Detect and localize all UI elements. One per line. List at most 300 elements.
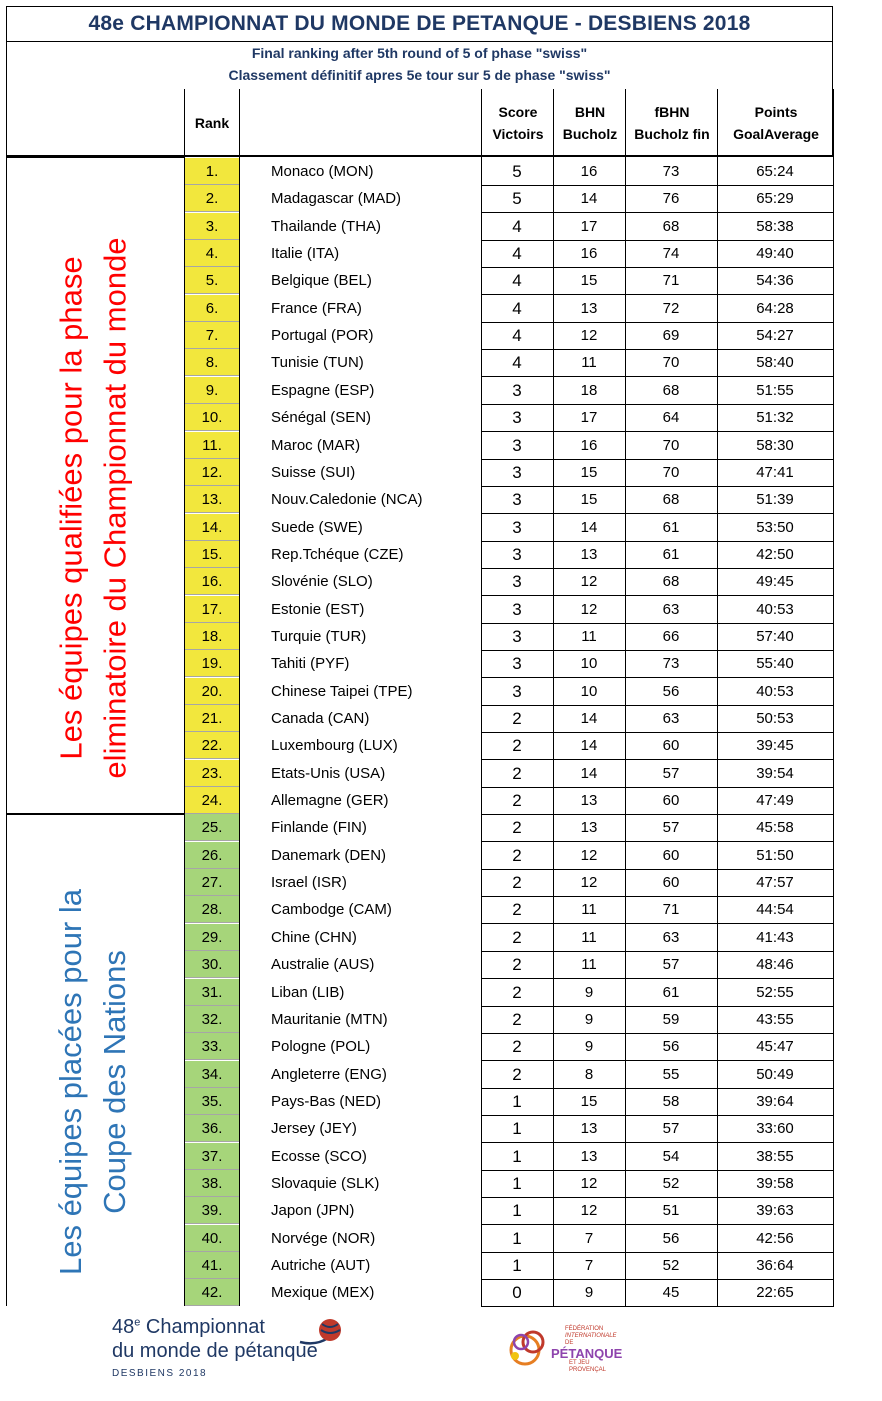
- bhn-cell: 14: [580, 190, 598, 207]
- bhn-cell: 12: [580, 1202, 598, 1219]
- rank-cell: 19.: [185, 650, 239, 677]
- bhn-cell: 13: [580, 819, 598, 836]
- fbhn-cell: 57: [662, 1120, 680, 1137]
- table-row: [0, 705, 882, 732]
- team-cell: Madagascar (MAD): [271, 190, 402, 207]
- fipjp-line2: INTERNATIONALE: [565, 1333, 617, 1339]
- fbhn-cell: 54: [662, 1148, 680, 1165]
- fbhn-cell: 56: [662, 683, 680, 700]
- team-cell: Thailande (THA): [271, 218, 382, 235]
- table-row: [0, 1006, 882, 1033]
- score-cell: 1: [512, 1200, 522, 1220]
- rank-cell: 31.: [185, 979, 239, 1006]
- points-cell: 65:24: [756, 163, 794, 180]
- table-row: [0, 432, 882, 459]
- table-row: [0, 814, 882, 841]
- team-cell: Pologne (POL): [271, 1038, 371, 1055]
- points-cell: 39:64: [756, 1093, 794, 1110]
- bhn-cell: 7: [584, 1257, 594, 1274]
- points-cell: 44:54: [756, 901, 794, 918]
- team-cell: Mauritanie (MTN): [271, 1011, 388, 1028]
- score-cell: 2: [512, 954, 522, 974]
- rank-cell: 37.: [185, 1143, 239, 1170]
- fbhn-cell: 57: [662, 956, 680, 973]
- table-row: [0, 213, 882, 240]
- team-cell: Rep.Tchéque (CZE): [271, 546, 404, 563]
- table-row: [0, 185, 882, 212]
- fbhn-cell: 59: [662, 1011, 680, 1028]
- table-row: [0, 1197, 882, 1224]
- score-cell: 2: [512, 790, 522, 810]
- score-cell: 2: [512, 899, 522, 919]
- score-cell: 3: [512, 571, 522, 591]
- table-row: [0, 486, 882, 513]
- rank-cell: 17.: [185, 596, 239, 623]
- bhn-cell: 12: [580, 601, 598, 618]
- team-cell: Chinese Taipei (TPE): [271, 683, 413, 700]
- score-cell: 4: [512, 352, 522, 372]
- table-row: [0, 842, 882, 869]
- fbhn-cell: 56: [662, 1230, 680, 1247]
- score-cell: 3: [512, 599, 522, 619]
- score-cell: 1: [512, 1255, 522, 1275]
- score-cell: 1: [512, 1118, 522, 1138]
- score-cell: 3: [512, 462, 522, 482]
- fbhn-cell: 52: [662, 1257, 680, 1274]
- fbhn-cell: 73: [662, 655, 680, 672]
- team-cell: Italie (ITA): [271, 245, 340, 262]
- score-cell: 2: [512, 817, 522, 837]
- rank-cell: 42.: [185, 1279, 239, 1306]
- score-cell: 3: [512, 626, 522, 646]
- subtitle-english: Final ranking after 5th round of 5 of phase "swiss": [251, 45, 588, 61]
- table-row: [0, 404, 882, 431]
- boule-icon: [298, 1316, 344, 1346]
- fbhn-cell: 60: [662, 874, 680, 891]
- table-row: [0, 1225, 882, 1252]
- fipjp-line5: ET JEU: [569, 1360, 590, 1366]
- points-cell: 51:39: [756, 491, 794, 508]
- row-divider: [481, 1306, 834, 1307]
- score-cell: 3: [512, 435, 522, 455]
- table-row: [0, 951, 882, 978]
- bhn-cell: 11: [581, 354, 597, 371]
- rank-cell: 2.: [185, 185, 239, 212]
- score-cell: 3: [512, 380, 522, 400]
- team-cell: Japon (JPN): [271, 1202, 355, 1219]
- points-cell: 51:50: [756, 847, 794, 864]
- points-cell: 51:32: [756, 409, 794, 426]
- federation-logo: [503, 1322, 623, 1378]
- points-cell: 47:57: [756, 874, 794, 891]
- bhn-cell: 17: [580, 218, 598, 235]
- rank-cell: 9.: [185, 377, 239, 404]
- fbhn-cell: 72: [662, 300, 680, 317]
- fbhn-cell: 63: [662, 710, 680, 727]
- header-bhn-line2: Bucholz: [562, 126, 618, 142]
- team-cell: Estonie (EST): [271, 601, 365, 618]
- points-cell: 55:40: [756, 655, 794, 672]
- bhn-cell: 15: [580, 464, 598, 481]
- points-cell: 42:56: [756, 1230, 794, 1247]
- table-row: [0, 295, 882, 322]
- fipjp-line6: PROVENÇAL: [569, 1367, 607, 1373]
- team-cell: Finlande (FIN): [271, 819, 367, 836]
- team-cell: Turquie (TUR): [271, 628, 367, 645]
- rank-cell: 34.: [185, 1061, 239, 1088]
- points-cell: 50:53: [756, 710, 794, 727]
- team-cell: Norvége (NOR): [271, 1230, 376, 1247]
- points-cell: 52:55: [756, 984, 794, 1001]
- score-cell: 3: [512, 681, 522, 701]
- score-cell: 3: [512, 544, 522, 564]
- bhn-cell: 11: [581, 956, 597, 973]
- table-row: [0, 787, 882, 814]
- team-cell: Suisse (SUI): [271, 464, 356, 481]
- header-bhn-line1: BHN: [574, 104, 606, 120]
- header-points-line1: Points: [754, 104, 798, 120]
- rank-cell: 5.: [185, 267, 239, 294]
- points-cell: 36:64: [756, 1257, 794, 1274]
- fbhn-cell: 68: [662, 491, 680, 508]
- rank-cell: 30.: [185, 951, 239, 978]
- points-cell: 45:58: [756, 819, 794, 836]
- table-row: [0, 158, 882, 185]
- table-row: [0, 623, 882, 650]
- rank-cell: 36.: [185, 1115, 239, 1142]
- table-row: [0, 514, 882, 541]
- bhn-cell: 10: [580, 655, 598, 672]
- team-cell: Slovénie (SLO): [271, 573, 373, 590]
- bhn-cell: 13: [580, 300, 598, 317]
- bhn-cell: 15: [580, 491, 598, 508]
- points-cell: 50:49: [756, 1066, 794, 1083]
- fbhn-cell: 68: [662, 573, 680, 590]
- score-cell: 3: [512, 407, 522, 427]
- team-cell: Allemagne (GER): [271, 792, 389, 809]
- bhn-cell: 12: [580, 573, 598, 590]
- points-cell: 49:45: [756, 573, 794, 590]
- fbhn-cell: 61: [662, 546, 680, 563]
- table-row: [0, 760, 882, 787]
- points-cell: 53:50: [756, 519, 794, 536]
- score-cell: 5: [512, 188, 522, 208]
- rank-cell: 40.: [185, 1225, 239, 1252]
- score-cell: 2: [512, 763, 522, 783]
- logo-number: 48: [112, 1316, 135, 1338]
- team-cell: Slovaquie (SLK): [271, 1175, 380, 1192]
- table-row: [0, 596, 882, 623]
- fbhn-cell: 71: [662, 901, 680, 918]
- fbhn-cell: 51: [662, 1202, 680, 1219]
- team-cell: Monaco (MON): [271, 163, 374, 180]
- bhn-cell: 13: [580, 1148, 598, 1165]
- table-row: [0, 240, 882, 267]
- logo-superscript: e: [134, 1316, 141, 1329]
- table-row: [0, 1252, 882, 1279]
- rank-cell: 27.: [185, 869, 239, 896]
- bhn-cell: 10: [580, 683, 598, 700]
- fbhn-cell: 58: [662, 1093, 680, 1110]
- fbhn-cell: 70: [662, 464, 680, 481]
- rank-cell: 11.: [185, 432, 239, 459]
- rank-cell: 3.: [185, 213, 239, 240]
- bhn-cell: 14: [580, 519, 598, 536]
- points-cell: 39:63: [756, 1202, 794, 1219]
- points-cell: 38:55: [756, 1148, 794, 1165]
- rank-cell: 25.: [185, 814, 239, 841]
- score-cell: 4: [512, 216, 522, 236]
- fbhn-cell: 63: [662, 929, 680, 946]
- team-cell: France (FRA): [271, 300, 362, 317]
- rank-cell: 32.: [185, 1006, 239, 1033]
- fbhn-cell: 69: [662, 327, 680, 344]
- team-cell: Nouv.Caledonie (NCA): [271, 491, 423, 508]
- team-cell: Canada (CAN): [271, 710, 370, 727]
- table-row: [0, 1279, 882, 1306]
- score-cell: 0: [512, 1282, 522, 1302]
- fbhn-cell: 60: [662, 737, 680, 754]
- bhn-cell: 11: [581, 901, 597, 918]
- rank-cell: 16.: [185, 568, 239, 595]
- points-cell: 54:36: [756, 272, 794, 289]
- fipjp-text2: [569, 1360, 606, 1374]
- bhn-cell: 12: [580, 847, 598, 864]
- score-cell: 4: [512, 298, 522, 318]
- bhn-cell: 14: [580, 710, 598, 727]
- score-cell: 2: [512, 1009, 522, 1029]
- score-cell: 1: [512, 1091, 522, 1111]
- rank-cell: 18.: [185, 623, 239, 650]
- points-cell: 45:47: [756, 1038, 794, 1055]
- rank-cell: 24.: [185, 787, 239, 814]
- team-cell: Espagne (ESP): [271, 382, 375, 399]
- rank-cell: 15.: [185, 541, 239, 568]
- team-cell: Portugal (POR): [271, 327, 374, 344]
- header-rank: [185, 89, 239, 157]
- fbhn-cell: 55: [662, 1066, 680, 1083]
- team-cell: Danemark (DEN): [271, 847, 387, 864]
- header-fbhn-line1: fBHN: [654, 104, 690, 120]
- bhn-cell: 14: [580, 737, 598, 754]
- group-nations-line2: Coupe des Nations: [97, 950, 132, 1214]
- score-cell: 4: [512, 325, 522, 345]
- fbhn-cell: 45: [662, 1284, 680, 1301]
- bhn-cell: 16: [580, 437, 598, 454]
- fbhn-cell: 74: [662, 245, 680, 262]
- team-cell: Etats-Unis (USA): [271, 765, 386, 782]
- rank-cell: 21.: [185, 705, 239, 732]
- team-cell: Chine (CHN): [271, 929, 357, 946]
- table-row: [0, 377, 882, 404]
- table-row: [0, 1088, 882, 1115]
- logo-line1: [112, 1316, 265, 1339]
- table-row: [0, 322, 882, 349]
- points-cell: 39:58: [756, 1175, 794, 1192]
- team-cell: Sénégal (SEN): [271, 409, 372, 426]
- group-nations-line1: Les équipes placées pour la: [53, 888, 88, 1276]
- bhn-cell: 16: [580, 245, 598, 262]
- fbhn-cell: 57: [662, 765, 680, 782]
- rank-cell: 41.: [185, 1252, 239, 1279]
- score-cell: 5: [512, 161, 522, 181]
- rank-cell: 7.: [185, 322, 239, 349]
- table-row: [0, 1143, 882, 1170]
- bhn-cell: 8: [584, 1066, 594, 1083]
- points-cell: 33:60: [756, 1120, 794, 1137]
- score-cell: 2: [512, 708, 522, 728]
- score-cell: 3: [512, 489, 522, 509]
- score-cell: 3: [512, 653, 522, 673]
- points-cell: 51:55: [756, 382, 794, 399]
- score-cell: 4: [512, 270, 522, 290]
- bhn-cell: 18: [580, 382, 598, 399]
- score-cell: 1: [512, 1228, 522, 1248]
- points-cell: 40:53: [756, 683, 794, 700]
- team-cell: Ecosse (SCO): [271, 1148, 367, 1165]
- fbhn-cell: 52: [662, 1175, 680, 1192]
- header-bhn: [554, 89, 626, 157]
- team-cell: Belgique (BEL): [271, 272, 372, 289]
- points-cell: 22:65: [756, 1284, 794, 1301]
- points-cell: 40:53: [756, 601, 794, 618]
- rank-cell: 13.: [185, 486, 239, 513]
- bhn-cell: 9: [584, 1284, 594, 1301]
- points-cell: 47:49: [756, 792, 794, 809]
- bhn-cell: 13: [580, 792, 598, 809]
- rank-cell: 4.: [185, 240, 239, 267]
- table-header: [6, 89, 833, 157]
- fbhn-cell: 68: [662, 382, 680, 399]
- group-qualified-line2: eliminatoire du Championnat du monde: [97, 237, 133, 779]
- table-row: [0, 650, 882, 677]
- team-cell: Israel (ISR): [271, 874, 347, 891]
- score-cell: 2: [512, 1064, 522, 1084]
- team-cell: Autriche (AUT): [271, 1257, 371, 1274]
- logo-word: Championnat: [140, 1316, 265, 1338]
- header-points-line2: GoalAverage: [733, 126, 819, 142]
- rank-cell: 8.: [185, 349, 239, 376]
- points-cell: 64:28: [756, 300, 794, 317]
- bhn-cell: 15: [580, 1093, 598, 1110]
- bhn-cell: 15: [580, 272, 598, 289]
- fbhn-cell: 73: [662, 163, 680, 180]
- page-title: 48e CHAMPIONNAT DU MONDE DE PETANQUE - DESBIENS 2018: [6, 6, 833, 42]
- rank-cell: 33.: [185, 1033, 239, 1060]
- score-cell: 2: [512, 927, 522, 947]
- table-row: [0, 1115, 882, 1142]
- bhn-cell: 16: [580, 163, 598, 180]
- table-row: [0, 1061, 882, 1088]
- fbhn-cell: 70: [662, 354, 680, 371]
- team-cell: Luxembourg (LUX): [271, 737, 398, 754]
- bhn-cell: 17: [580, 409, 598, 426]
- fipjp-line1: FÉDÉRATION: [565, 1326, 604, 1332]
- points-cell: 49:40: [756, 245, 794, 262]
- rank-cell: 20.: [185, 678, 239, 705]
- bhn-cell: 13: [580, 546, 598, 563]
- table-row: [0, 979, 882, 1006]
- score-cell: 1: [512, 1146, 522, 1166]
- fbhn-cell: 63: [662, 601, 680, 618]
- fipjp-petanque: PÉTANQUE: [551, 1346, 623, 1361]
- points-cell: 48:46: [756, 956, 794, 973]
- bhn-cell: 12: [580, 1175, 598, 1192]
- team-cell: Australie (AUS): [271, 956, 375, 973]
- rank-cell: 6.: [185, 295, 239, 322]
- fbhn-cell: 60: [662, 847, 680, 864]
- table-row: [0, 568, 882, 595]
- header-fbhn: [626, 89, 718, 157]
- fbhn-cell: 57: [662, 819, 680, 836]
- rank-cell: 1.: [185, 158, 239, 185]
- rank-cell: 35.: [185, 1088, 239, 1115]
- points-cell: 58:30: [756, 437, 794, 454]
- team-cell: Suede (SWE): [271, 519, 363, 536]
- fbhn-cell: 70: [662, 437, 680, 454]
- points-cell: 41:43: [756, 929, 794, 946]
- rank-cell: 12.: [185, 459, 239, 486]
- fbhn-cell: 61: [662, 984, 680, 1001]
- bhn-cell: 12: [580, 327, 598, 344]
- header-score: [482, 89, 554, 157]
- subtitle-box: [6, 41, 833, 90]
- fbhn-cell: 56: [662, 1038, 680, 1055]
- points-cell: 54:27: [756, 327, 794, 344]
- fbhn-cell: 66: [662, 628, 680, 645]
- rank-cell: 23.: [185, 760, 239, 787]
- score-cell: 2: [512, 982, 522, 1002]
- team-cell: Jersey (JEY): [271, 1120, 357, 1137]
- score-cell: 3: [512, 517, 522, 537]
- fbhn-cell: 64: [662, 409, 680, 426]
- fbhn-cell: 76: [662, 190, 680, 207]
- rank-cell: 26.: [185, 842, 239, 869]
- team-cell: Angleterre (ENG): [271, 1066, 387, 1083]
- header-rank-label: Rank: [194, 115, 230, 131]
- rank-cell: 28.: [185, 896, 239, 923]
- rank-cell: 10.: [185, 404, 239, 431]
- table-row: [0, 1033, 882, 1060]
- points-cell: 43:55: [756, 1011, 794, 1028]
- score-cell: 2: [512, 1036, 522, 1056]
- bhn-cell: 13: [580, 1120, 598, 1137]
- bhn-cell: 11: [581, 929, 597, 946]
- rank-cell: 14.: [185, 514, 239, 541]
- score-cell: 2: [512, 872, 522, 892]
- points-cell: 47:41: [756, 464, 794, 481]
- group-qualified-line1: Les équipes qualifiées pour la phase: [53, 256, 89, 760]
- table-row: [0, 678, 882, 705]
- header-points: [718, 89, 834, 157]
- rank-cell: 29.: [185, 924, 239, 951]
- fbhn-cell: 60: [662, 792, 680, 809]
- fbhn-cell: 68: [662, 218, 680, 235]
- rank-cell: 38.: [185, 1170, 239, 1197]
- fipjp-text: [565, 1326, 617, 1347]
- team-cell: Cambodge (CAM): [271, 901, 392, 918]
- bhn-cell: 9: [584, 1038, 594, 1055]
- team-cell: Liban (LIB): [271, 984, 345, 1001]
- points-cell: 39:45: [756, 737, 794, 754]
- points-cell: 39:54: [756, 765, 794, 782]
- points-cell: 58:40: [756, 354, 794, 371]
- points-cell: 58:38: [756, 218, 794, 235]
- team-cell: Mexique (MEX): [271, 1284, 375, 1301]
- table-row: [0, 869, 882, 896]
- logo-line3: DESBIENS 2018: [112, 1368, 208, 1379]
- bhn-cell: 9: [584, 984, 594, 1001]
